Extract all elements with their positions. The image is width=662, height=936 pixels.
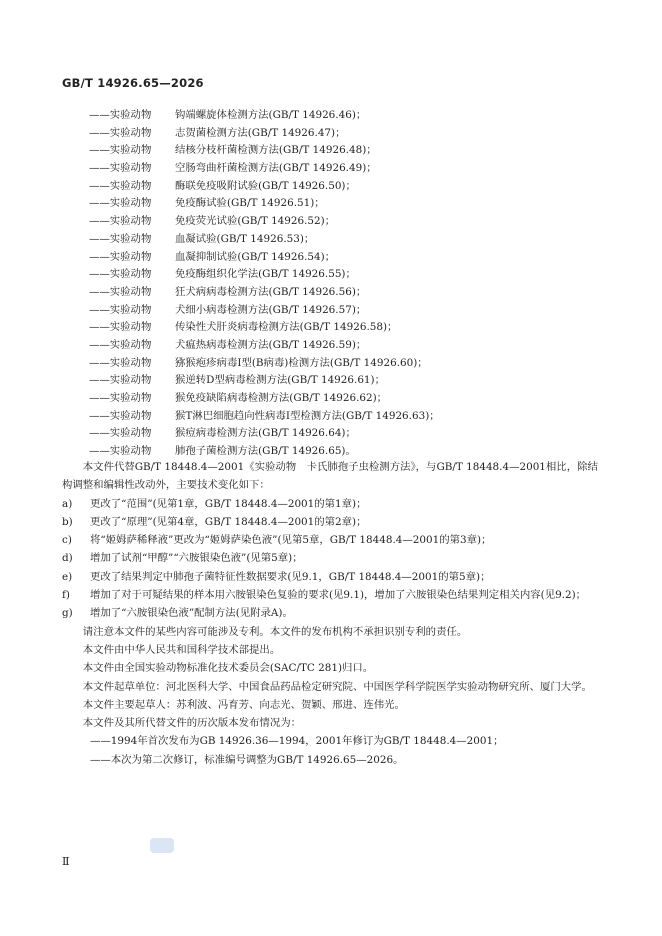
list-item-prefix: ——实验动物 xyxy=(89,162,152,175)
change-item xyxy=(62,586,600,604)
change-item-marker: c) xyxy=(62,534,72,547)
list-item-title: 志贺菌检测方法(GB/T 14926.47)； xyxy=(175,126,346,139)
list-item-title: 猴痘病毒检测方法(GB/T 14926.64)； xyxy=(175,427,356,440)
list-item-title: 血凝试验(GB/T 14926.53)； xyxy=(175,232,315,245)
list-item-title: 血凝抑制试验(GB/T 14926.54)； xyxy=(175,250,336,263)
list-item xyxy=(89,372,440,390)
list-item-prefix: ——实验动物 xyxy=(89,197,152,210)
list-item-title: 狂犬病病毒检测方法(GB/T 14926.56)； xyxy=(175,285,367,298)
list-item-prefix: ——实验动物 xyxy=(89,445,152,458)
list-item xyxy=(89,337,440,355)
list-item-prefix: ——实验动物 xyxy=(89,374,152,387)
list-item-prefix: ——实验动物 xyxy=(89,215,152,228)
change-item xyxy=(62,568,600,586)
change-item-marker: e) xyxy=(62,570,73,583)
list-item-title: 空肠弯曲杆菌检测方法(GB/T 14926.49)； xyxy=(175,162,377,175)
change-item-text: 增加了试剂“甲醇”“六胺银染色液”(见第5章)； xyxy=(90,552,303,565)
list-item-title: 猕猴疱疹病毒Ⅰ型(B病毒)检测方法(GB/T 14926.60)； xyxy=(175,356,428,369)
standard-number-header: GB/T 14926.65—2026 xyxy=(62,76,204,90)
list-item-title: 肺孢子菌检测方法(GB/T 14926.65)。 xyxy=(175,445,356,458)
change-item-text: 增加了“六胺银染色液”配制方法(见附录A)。 xyxy=(90,607,293,620)
list-item-prefix: ——实验动物 xyxy=(89,179,152,192)
change-item-text: 增加了对于可疑结果的样本用六胺银染色复验的要求(见9.1)，增加了六胺银染色结果判定相关内容(见9.2)； xyxy=(90,589,587,602)
watermark-logo xyxy=(150,838,174,853)
change-item-text: 更改了结果判定中肺孢子菌特征性数据要求(见9.1，GB/T 18448.4—2001的第5章)； xyxy=(90,570,491,583)
list-item-title: 犬瘟热病毒检测方法(GB/T 14926.59)； xyxy=(175,338,367,351)
list-item-prefix: ——实验动物 xyxy=(89,427,152,440)
list-item xyxy=(89,231,440,249)
history-intro: 本文件及其所代替文件的历次版本发布情况为： xyxy=(82,717,301,730)
list-item xyxy=(89,107,440,125)
page-number: Ⅱ xyxy=(62,855,70,868)
list-item xyxy=(89,178,440,196)
change-item-text: 更改了“原理”(见第4章，GB/T 18448.4—2001的第2章)； xyxy=(90,515,367,528)
patent-notice: 请注意本文件的某些内容可能涉及专利。本文件的发布机构不承担识别专利的责任。 xyxy=(82,625,468,638)
list-item xyxy=(89,408,440,426)
history-item: ——本次为第二次修订，标准编号调整为GB/T 14926.65—2026。 xyxy=(90,753,404,766)
drafting-units: 本文件起草单位：河北医科大学、中国食品药品检定研究院、中国医学科学院医学实验动物研究所、厦门大学。 xyxy=(82,680,592,693)
series-parts-list xyxy=(89,107,440,461)
change-item-marker: g) xyxy=(62,607,73,620)
list-item-prefix: ——实验动物 xyxy=(89,232,152,245)
list-item-title: 结核分枝杆菌检测方法(GB/T 14926.48)； xyxy=(175,144,377,157)
list-item-prefix: ——实验动物 xyxy=(89,303,152,316)
change-item-text: 更改了“范围”(见第1章，GB/T 18448.4—2001的第1章)； xyxy=(90,497,367,510)
list-item xyxy=(89,213,440,231)
list-item-title: 犬细小病毒检测方法(GB/T 14926.57)； xyxy=(175,303,367,316)
list-item-prefix: ——实验动物 xyxy=(89,321,152,334)
replacement-paragraph: 本文件代替GB/T 18448.4—2001《实验动物 卡氏肺孢子虫检测方法》，与GB/T 18448.4—2001相比，除结构调整和编辑性改动外，主要技术变化如下： xyxy=(62,461,598,492)
drafters: 本文件主要起草人：苏利波、冯育芳、向志光、贺颖、邢进、连伟光。 xyxy=(82,698,405,711)
list-item xyxy=(89,160,440,178)
list-item xyxy=(89,425,440,443)
list-item xyxy=(89,249,440,267)
list-item-title: 猴T淋巴细胞趋向性病毒Ⅰ型检测方法(GB/T 14926.63)； xyxy=(175,409,440,422)
proposer-statement: 本文件由中华人民共和国科学技术部提出。 xyxy=(82,643,281,656)
list-item xyxy=(89,195,440,213)
list-item-prefix: ——实验动物 xyxy=(89,409,152,422)
list-item-prefix: ——实验动物 xyxy=(89,285,152,298)
list-item-prefix: ——实验动物 xyxy=(89,144,152,157)
change-item xyxy=(62,513,600,531)
list-item xyxy=(89,284,440,302)
list-item-prefix: ——实验动物 xyxy=(89,109,152,121)
list-item-prefix: ——实验动物 xyxy=(89,338,152,351)
change-item-marker: f) xyxy=(62,589,70,602)
list-item-title: 猴逆转D型病毒检测方法(GB/T 14926.61)； xyxy=(175,374,385,387)
list-item-title: 传染性犬肝炎病毒检测方法(GB/T 14926.58)； xyxy=(175,321,398,334)
list-item xyxy=(89,355,440,373)
committee-statement: 本文件由全国实验动物标准化技术委员会(SAC/TC 281)归口。 xyxy=(82,662,374,675)
change-item xyxy=(62,531,600,549)
list-item-title: 猴免疫缺陷病毒检测方法(GB/T 14926.62)； xyxy=(175,392,388,404)
list-item-title: 免疫酶组织化学法(GB/T 14926.55)； xyxy=(175,268,356,281)
change-item xyxy=(62,495,600,513)
list-item-prefix: ——实验动物 xyxy=(89,250,152,263)
list-item-title: 钩端螺旋体检测方法(GB/T 14926.46)； xyxy=(175,109,367,121)
list-item-prefix: ——实验动物 xyxy=(89,268,152,281)
list-item-prefix: ——实验动物 xyxy=(89,356,152,369)
list-item-title: 免疫荧光试验(GB/T 14926.52)； xyxy=(175,215,336,228)
list-item xyxy=(89,302,440,320)
technical-changes-list xyxy=(62,495,600,623)
list-item-prefix: ——实验动物 xyxy=(89,392,152,404)
list-item xyxy=(89,390,440,408)
history-item: ——1994年首次发布为GB 14926.36—1994，2001年修订为GB/T 18448.4—2001； xyxy=(90,735,504,748)
change-item xyxy=(62,549,600,567)
list-item-title: 酶联免疫吸附试验(GB/T 14926.50)； xyxy=(175,179,356,192)
list-item xyxy=(89,319,440,337)
change-item-text: 将“姬姆萨稀释液”更改为“姬姆萨染色液”(见第5章，GB/T 18448.4—2001的第3章)； xyxy=(90,534,492,547)
change-item-marker: a) xyxy=(62,497,73,510)
foreword-body xyxy=(62,458,600,769)
version-history-list xyxy=(62,732,600,769)
change-item-marker: b) xyxy=(62,515,73,528)
list-item xyxy=(89,266,440,284)
list-item-prefix: ——实验动物 xyxy=(89,126,152,139)
list-item-title: 免疫酶试验(GB/T 14926.51)； xyxy=(175,197,325,210)
change-item xyxy=(62,604,600,622)
change-item-marker: d) xyxy=(62,552,73,565)
list-item xyxy=(89,125,440,143)
list-item xyxy=(89,142,440,160)
